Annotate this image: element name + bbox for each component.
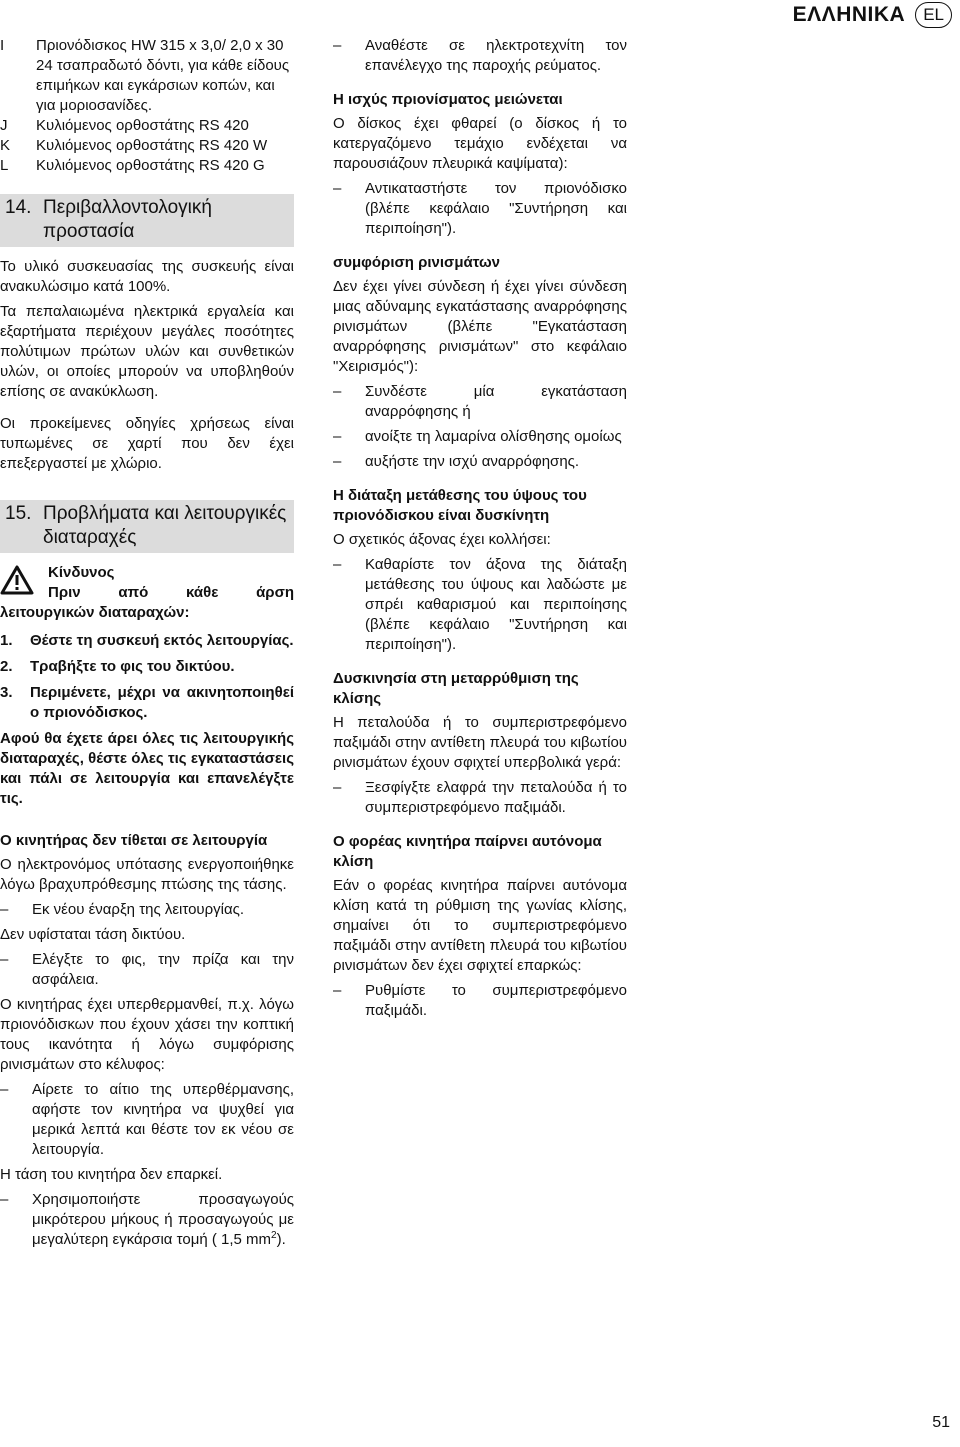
part-text: Πριονόδισκος HW 315 x 3,0/ 2,0 x 30 24 τσαπραδωτό δόντι, για κάθε είδους επιμήκων και εγκάρσιων κοπών, και για μοριοσανίδες. — [36, 37, 290, 114]
list-item — [0, 657, 294, 677]
dash-text: αυξήστε την ισχύ αναρρόφησης. — [365, 453, 580, 470]
part-letter: L — [0, 157, 9, 174]
paragraph: Ο κινητήρας έχει υπερθερμανθεί, π.χ. λόγω πριονόδισκων που έχουν χάσει την κοπτική τους ικανότητα ή λόγω συμφόρισης ρινισμάτων στο κέλυφος: — [0, 996, 294, 1073]
list-item — [333, 36, 627, 76]
section-14-heading — [0, 194, 294, 247]
dash-bullet: – — [333, 383, 342, 400]
step-text: Τραβήξτε το φις του δικτύου. — [30, 658, 235, 675]
list-item — [333, 452, 627, 472]
list-item — [0, 136, 294, 156]
dash-text: Αντικαταστήστε τον πριονόδισκο (βλέπε κεφάλαιο "Συντήρηση και περιποίηση"). — [365, 180, 627, 237]
language-title: ΕΛΛΗΝΙΚΑ — [792, 3, 906, 26]
list-item — [333, 382, 627, 422]
step-text: Περιμένετε, μέχρι να ακινητοποιηθεί ο πριονόδισκος. — [30, 684, 294, 721]
step-number: 2. — [0, 658, 13, 675]
section-15-heading — [0, 500, 294, 553]
dash-bullet: – — [0, 1191, 9, 1208]
paragraph: Τα πεπαλαιωμένα ηλεκτρικά εργαλεία και εξαρτήματα περιέχουν μεγάλες ποσότητες πολύτιμων πρώτων υλών και συνθετικών υλών, οι οποίες μπορούν να υποβληθούν επίσης σε ανακύκλωση. — [0, 303, 294, 400]
list-item — [0, 156, 294, 176]
dash-bullet: – — [0, 901, 9, 918]
dash-bullet: – — [333, 556, 342, 573]
dash-text: Αναθέστε σε ηλεκτροτεχνίτη τον επανέλεγχο της παροχής ρεύματος. — [365, 37, 627, 74]
dash-text: Ρυθμίστε το συμπεριστρεφόμενο παξιμάδι. — [365, 982, 627, 1019]
paragraph: Αφού θα έχετε άρει όλες τις λειτουργικής διαταραχές, θέστε όλες τις εγκαταστάσεις και πάλι σε λειτουργία και επανελέγξτε τις. — [0, 730, 294, 807]
subheading: Ο φορέας κινητήρα παίρνει αυτόνομα κλίση — [333, 833, 602, 870]
step-number: 1. — [0, 632, 13, 649]
dash-text: ανοίξτε τη λαμαρίνα ολίσθησης ομοίως — [365, 428, 622, 445]
warning-triangle-icon — [0, 565, 34, 595]
dash-text: Συνδέστε μία εγκατάσταση αναρρόφησης ή — [365, 383, 627, 420]
parts-list — [0, 36, 294, 176]
paragraph: Οι προκείμενες οδηγίες χρήσεως είναι τυπωμένες σε χαρτί που δεν έχει επεξεργαστεί με χλώριο. — [0, 415, 294, 472]
step-number: 3. — [0, 684, 13, 701]
dash-text: Αίρετε το αίτιο της υπερθέρμανσης, αφήστε τον κινητήρα να ψυχθεί για μερικά λεπτά και θέστε τον εκ νέου σε λειτουργία. — [32, 1081, 294, 1158]
list-item — [0, 683, 294, 723]
paragraph: Δεν έχει γίνει σύνδεση ή έχει γίνει σύνδεση μιας αδύναμης εγκατάστασης αναρρόφησης ρινισμάτων (βλέπε "Εγκατάσταση αναρρόφησης ρινισμάτων" στο κεφάλαιο "Χειρισμός"): — [333, 278, 627, 375]
part-letter: I — [0, 37, 5, 54]
paragraph: Η τάση του κινητήρα δεν επαρκεί. — [0, 1166, 223, 1183]
danger-label: Κίνδυνος — [48, 564, 115, 581]
list-item — [0, 1080, 294, 1160]
list-item — [333, 179, 627, 239]
subheading: Η ισχύς πριονίσματος μειώνεται — [333, 91, 563, 108]
page-header — [793, 0, 952, 30]
part-text: Κυλιόμενος ορθοστάτης RS 420 — [36, 117, 249, 134]
list-item — [0, 631, 294, 651]
danger-line: Πριν από κάθε άρση — [48, 584, 294, 601]
dash-bullet: – — [0, 951, 9, 968]
dash-text: Χρησιμοποιήστε προσαγωγούς μικρότερου μήκους ή προσαγωγούς με μεγαλύτερη εγκάρσια τομή ( 1,5 mm — [32, 1191, 294, 1248]
list-item — [0, 950, 294, 990]
section-number: 14. — [5, 197, 32, 218]
subheading: Η διάταξη μετάθεσης του ύψους του πριονόδισκου είναι δυσκίνητη — [333, 487, 587, 524]
list-item — [333, 427, 627, 447]
danger-continuation: λειτουργικών διαταραχών: — [0, 604, 190, 621]
paragraph: Ο ηλεκτρονόμος υπότασης ενεργοποιήθηκε λόγω βραχυπρόθεσμης πτώσης της τάσης. — [0, 856, 294, 893]
subheading: συμφόριση ρινισμάτων — [333, 254, 501, 271]
subheading: Ο κινητήρας δεν τίθεται σε λειτουργία — [0, 832, 268, 849]
dash-text: Ξεσφίγξτε ελαφρά την πεταλούδα ή το συμπεριστρεφόμενο παξιμάδι. — [365, 779, 627, 816]
part-text: Κυλιόμενος ορθοστάτης RS 420 W — [36, 137, 268, 154]
left-column — [0, 36, 294, 1255]
section-title: Προβλήματα και λειτουργικές διαταραχές — [43, 503, 287, 548]
dash-bullet: – — [333, 453, 342, 470]
dash-bullet: – — [333, 428, 342, 445]
dash-bullet: – — [333, 37, 342, 54]
paragraph: Δεν υφίσταται τάση δικτύου. — [0, 926, 186, 943]
dash-text: Εκ νέου έναρξη της λειτουργίας. — [32, 901, 245, 918]
dash-text: Καθαρίστε τον άξονα της διάταξη μετάθεσης του ύψους και λαδώστε με σπρέι καθαρισμού και περιποίησης (βλέπε κεφάλαιο "Συντήρηση και περιποίηση"). — [365, 556, 627, 653]
dash-bullet: – — [0, 1081, 9, 1098]
list-item — [0, 36, 294, 116]
paragraph: Η πεταλούδα ή το συμπεριστρεφόμενο παξιμάδι στην αντίθετη πλευρά του κιβωτίου ρινισμάτων έχουν σφιχτεί υπερβολικά γερά: — [333, 714, 627, 771]
list-item — [0, 116, 294, 136]
right-column — [333, 36, 627, 1026]
paragraph: Ο σχετικός άξονας έχει κολλήσει: — [333, 531, 551, 548]
dash-bullet: – — [333, 180, 342, 197]
section-title: Περιβαλλοντολογική προστασία — [43, 197, 212, 242]
paragraph: Εάν ο φορέας κινητήρα παίρνει αυτόνομα κλίση κατά τη ρύθμιση της γωνίας κλίσης, σημαίνει ότι το συμπεριστρεφόμενο παξιμάδι στην αντίθετη πλευρά του κιβωτίου ρινισμάτων δεν έχει σφιχτεί επαρκώς: — [333, 877, 627, 974]
step-text: Θέστε τη συσκευή εκτός λειτουργίας. — [30, 632, 294, 649]
paragraph: Ο δίσκος έχει φθαρεί (ο δίσκος ή το κατεργαζόμενο τεμάχιο ενδέχεται να παρουσιάζουν πλευρικά καψίματα): — [333, 115, 627, 172]
superscript: 2 — [271, 1230, 277, 1241]
part-text: Κυλιόμενος ορθοστάτης RS 420 G — [36, 157, 265, 174]
danger-notice — [0, 563, 294, 603]
part-letter: J — [0, 117, 8, 134]
subheading: Δυσκινησία στη μεταρρύθμιση της κλίσης — [333, 670, 579, 707]
paragraph: Το υλικό συσκευασίας της συσκευής είναι ανακυλώσιμο κατά 100%. — [0, 258, 294, 295]
list-item — [0, 900, 294, 920]
list-item — [333, 778, 627, 818]
section-number: 15. — [5, 503, 32, 524]
list-item — [0, 1190, 294, 1250]
dash-bullet: – — [333, 779, 342, 796]
dash-bullet: – — [333, 982, 342, 999]
list-item — [333, 981, 627, 1021]
dash-text: Ελέγξτε το φις, την πρίζα και την ασφάλεια. — [32, 951, 294, 988]
page-number: 51 — [932, 1414, 950, 1431]
part-letter: K — [0, 137, 11, 154]
dash-text-end: ). — [276, 1231, 286, 1248]
language-badge: EL — [915, 2, 952, 28]
list-item — [333, 555, 627, 655]
